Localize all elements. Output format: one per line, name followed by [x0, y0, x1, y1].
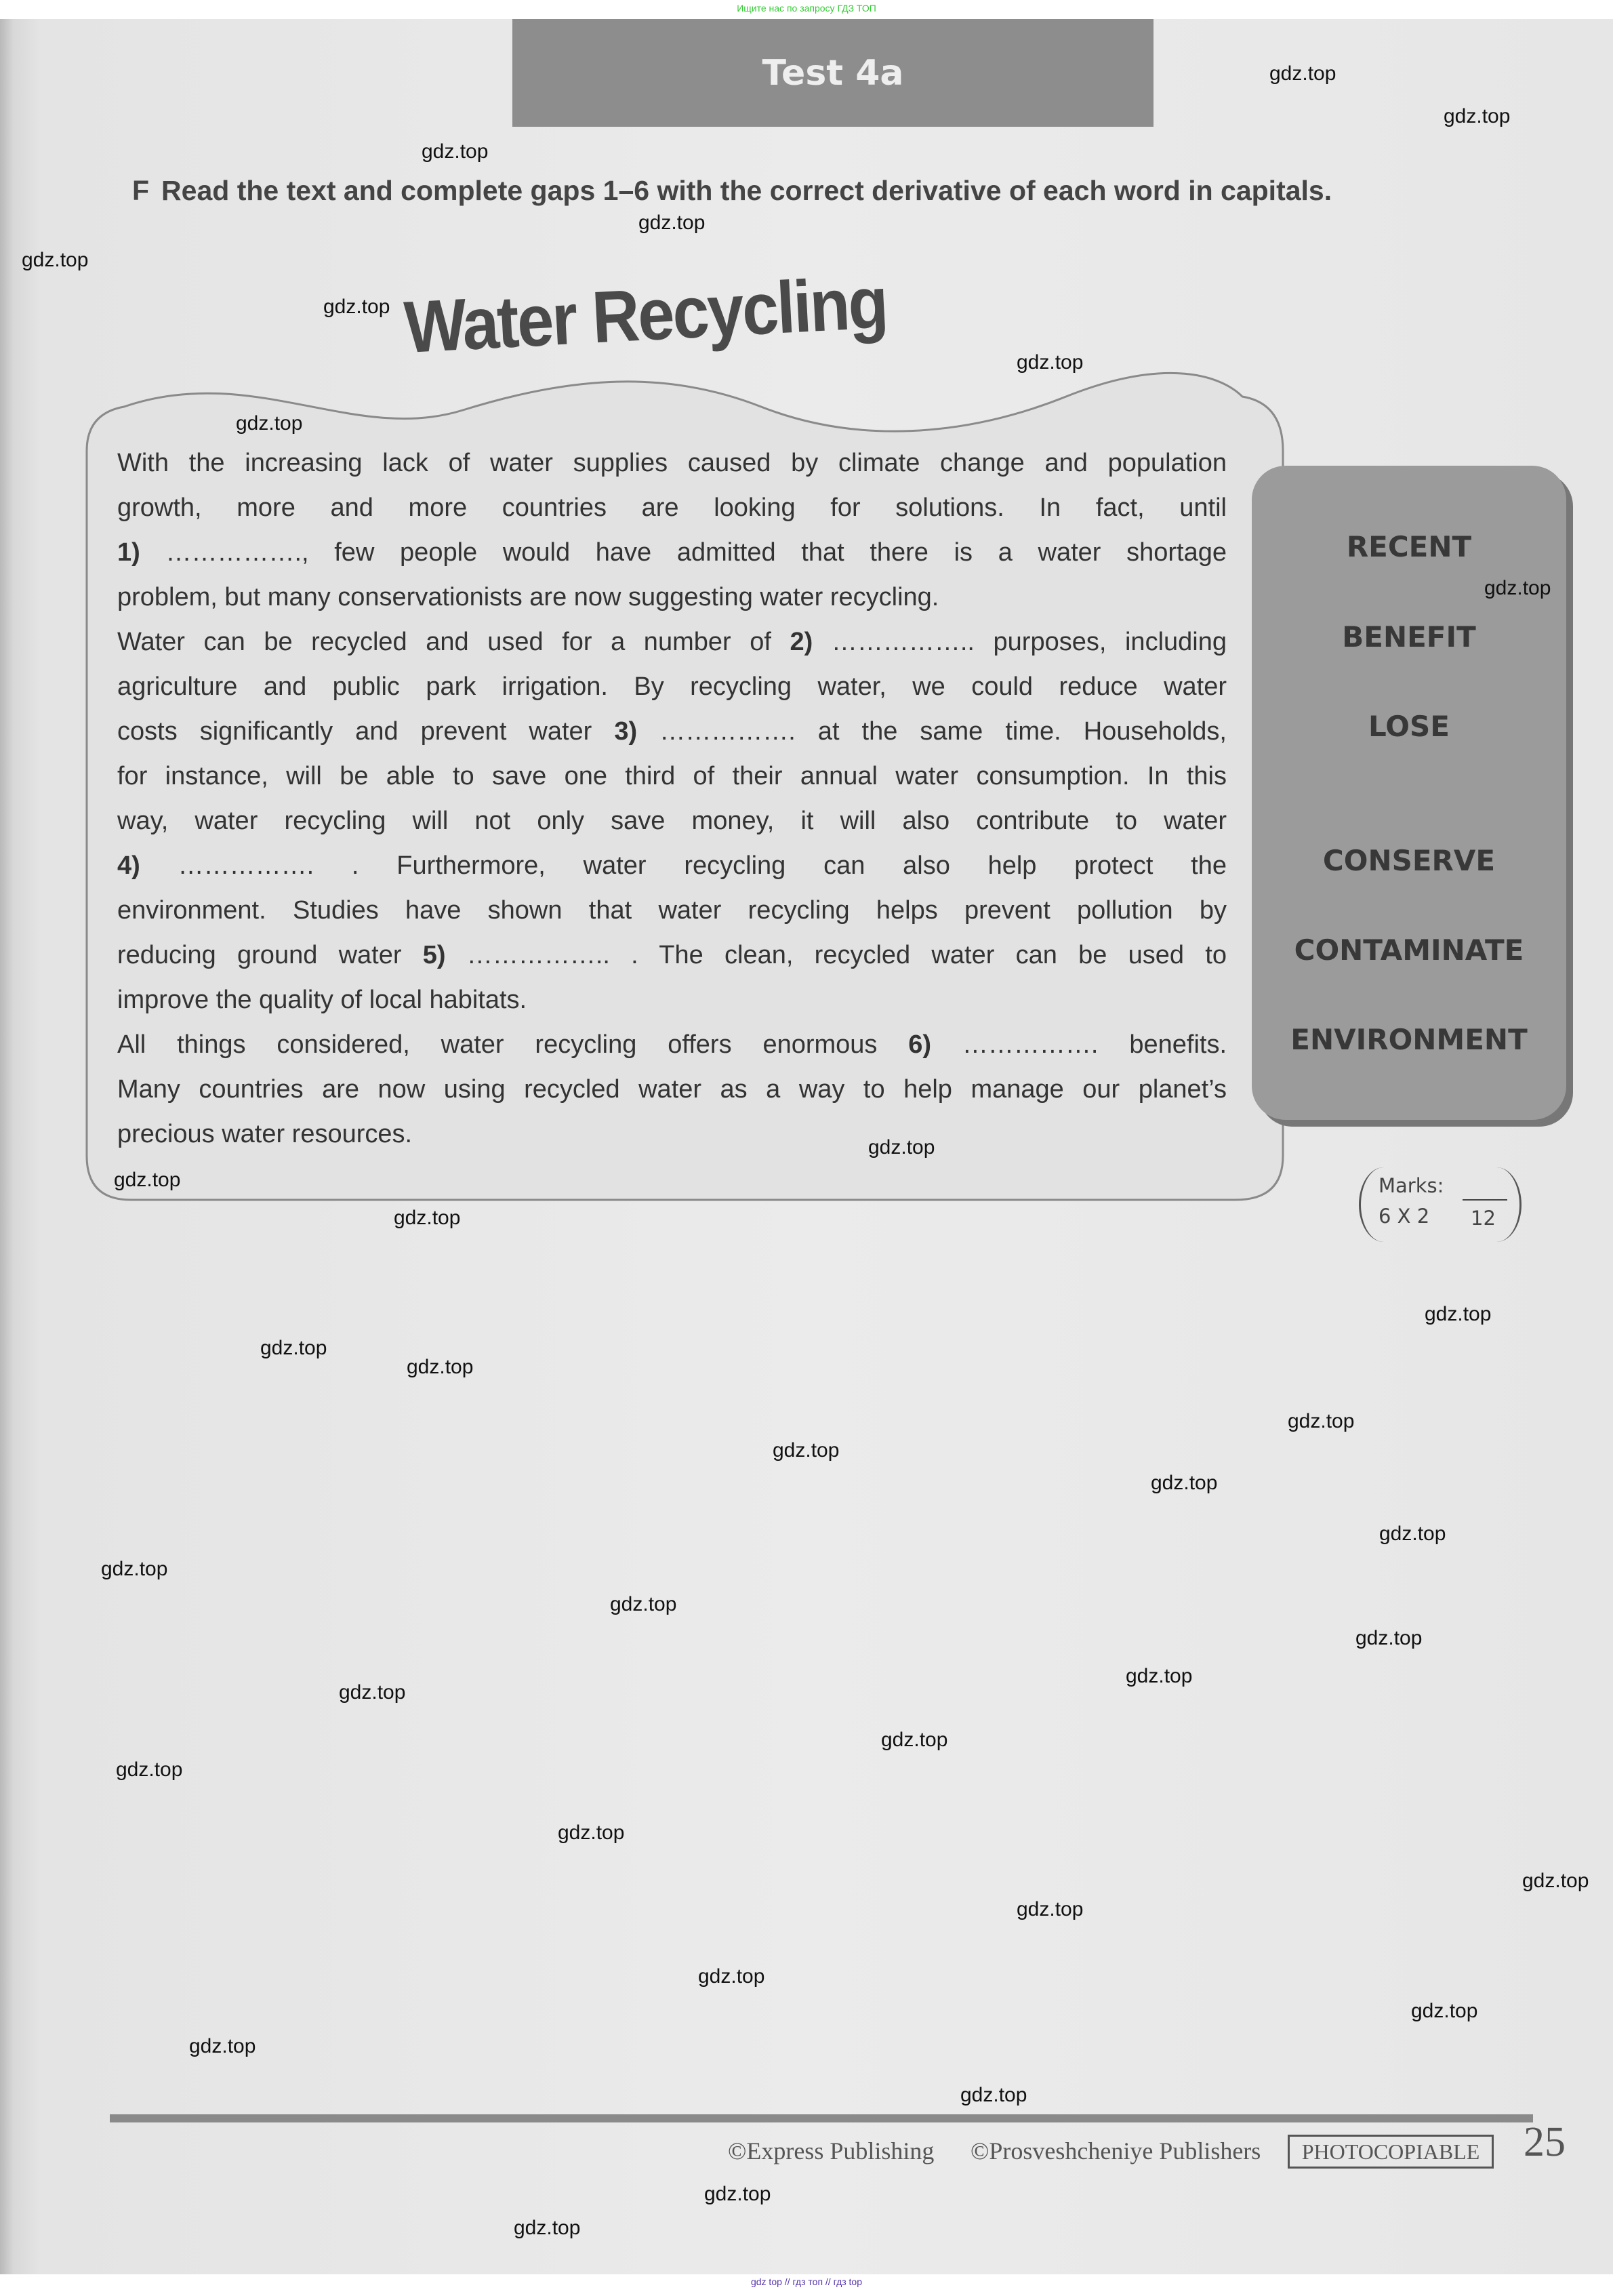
watermark: gdz.top [1151, 1472, 1218, 1494]
watermark: gdz.top [773, 1439, 840, 1462]
text-segment: costs significantly and prevent water [117, 717, 615, 746]
gap-number: 3) [614, 717, 638, 746]
gap-number: 4) [117, 851, 140, 880]
text-segment: ……………. at the same time. Households, [637, 717, 1227, 746]
text-segment: problem, but many conservationists are now suggesting water recycling. [117, 583, 939, 611]
marks-formula: 6 X 2 [1379, 1205, 1430, 1228]
marks-box [1359, 1167, 1522, 1242]
text-segment: ……………. . Furthermore, water recycling can also help protect the [140, 851, 1227, 880]
gap-number: 2) [790, 628, 813, 656]
footer-rule [110, 2114, 1533, 2122]
watermark: gdz.top [101, 1558, 168, 1580]
task-letter: F [132, 175, 150, 206]
watermark: gdz.top [704, 2183, 771, 2205]
test-header [512, 19, 1153, 127]
watermark: gdz.top [1425, 1303, 1492, 1325]
score-blank [1463, 1199, 1507, 1201]
photocopiable-badge: PHOTOCOPIABLE [1288, 2135, 1494, 2169]
text-line [117, 978, 1227, 1022]
watermark: gdz.top [1411, 2000, 1478, 2022]
watermark: gdz.top [114, 1169, 181, 1191]
text-line [117, 709, 1227, 754]
watermark: gdz.top [868, 1136, 935, 1159]
watermark: gdz.top [339, 1681, 406, 1704]
watermark: gdz.top [1484, 577, 1551, 599]
marks-total: 12 [1471, 1207, 1496, 1230]
watermark: gdz.top [116, 1758, 183, 1781]
text-segment: way, water recycling will not only save money, it will also contribute to water [117, 807, 1227, 835]
watermark: gdz.top [22, 249, 89, 271]
text-line [117, 843, 1227, 888]
publisher-1: ©Express Publishing [728, 2137, 935, 2164]
key-word: RECENT [1346, 530, 1472, 563]
text-segment: environment. Studies have shown that water recycling helps prevent pollution by [117, 896, 1227, 925]
watermark: gdz.top [558, 1821, 625, 1844]
text-line [117, 799, 1227, 843]
text-line [117, 1022, 1227, 1067]
page-number: 25 [1524, 2119, 1566, 2165]
text-segment: reducing ground water [117, 941, 423, 969]
watermark: gdz.top [1269, 62, 1336, 85]
text-segment: ……………. benefits. [931, 1030, 1227, 1059]
key-word: ENVIRONMENT [1290, 1023, 1528, 1056]
watermark: gdz.top [1288, 1410, 1355, 1432]
watermark: gdz.top [323, 296, 390, 318]
watermark: gdz.top [960, 2084, 1027, 2106]
watermark: gdz.top [1444, 105, 1511, 127]
text-segment: Water can be recycled and used for a number of [117, 628, 790, 656]
watermark: gdz.top [1522, 1870, 1589, 1892]
article-text [117, 441, 1227, 1156]
text-line [117, 620, 1227, 664]
text-line [117, 485, 1227, 530]
text-segment: …………….. purposes, including [813, 628, 1227, 656]
watermark: gdz.top [189, 2035, 256, 2057]
text-line [117, 933, 1227, 978]
top-banner-note: Ищите нас по запросу ГДЗ ТОП [737, 3, 876, 14]
watermark: gdz.top [514, 2217, 581, 2239]
key-word: BENEFIT [1342, 620, 1476, 653]
text-line [117, 575, 1227, 620]
watermark: gdz.top [881, 1729, 948, 1751]
text-line [117, 1112, 1227, 1156]
text-segment: agriculture and public park irrigation. By recycling water, we could reduce water [117, 672, 1227, 701]
watermark: gdz.top [1017, 1898, 1084, 1920]
gap-number: 1) [117, 538, 140, 567]
text-segment: precious water resources. [117, 1120, 413, 1148]
watermark: gdz.top [260, 1337, 327, 1359]
publisher-2: ©Prosveshcheniye Publishers [971, 2137, 1261, 2164]
text-segment: Many countries are now using recycled water as a way to help manage our planet’s [117, 1075, 1227, 1104]
text-segment: All things considered, water recycling offers enormous [117, 1030, 909, 1059]
key-words-panel [1252, 466, 1566, 1120]
marks-label: Marks: [1379, 1174, 1444, 1197]
watermark: gdz.top [1355, 1627, 1423, 1649]
key-word: LOSE [1368, 710, 1450, 743]
watermark: gdz.top [1126, 1665, 1193, 1687]
text-line [117, 441, 1227, 485]
watermark: gdz.top [638, 212, 706, 234]
text-line [117, 754, 1227, 799]
watermark: gdz.top [394, 1207, 461, 1229]
watermark: gdz.top [610, 1593, 677, 1615]
watermark: gdz.top [236, 412, 303, 435]
watermark: gdz.top [1379, 1523, 1446, 1545]
test-label: Test 4a [762, 52, 904, 94]
watermark: gdz.top [698, 1965, 765, 1988]
article-title: Water Recycling [402, 260, 889, 369]
text-segment: growth, more and more countries are looking for solutions. In fact, until [117, 494, 1227, 522]
text-segment: for instance, will be able to save one third of their annual water consumption. In this [117, 762, 1227, 790]
text-line [117, 888, 1227, 933]
gap-number: 5) [422, 941, 446, 969]
text-segment: With the increasing lack of water supplies caused by climate change and population [117, 449, 1227, 477]
text-line [117, 664, 1227, 709]
text-line [117, 1067, 1227, 1112]
watermark: gdz.top [1017, 351, 1084, 374]
watermark: gdz.top [422, 140, 489, 163]
task-instruction-text: Read the text and complete gaps 1–6 with the correct derivative of each word in capitals. [161, 175, 1332, 206]
text-line [117, 530, 1227, 575]
task-instruction [132, 175, 1332, 207]
text-segment: …………….. . The clean, recycled water can be used to [445, 941, 1227, 969]
key-word: CONSERVE [1322, 844, 1496, 877]
gap-number: 6) [908, 1030, 932, 1059]
key-word: CONTAMINATE [1294, 933, 1524, 967]
text-segment: ……………., few people would have admitted that there is a water shortage [140, 538, 1227, 567]
text-segment: improve the quality of local habitats. [117, 986, 527, 1014]
watermark: gdz.top [407, 1356, 474, 1378]
bottom-banner-note: gdz top // гдз топ // гдз top [750, 2276, 863, 2287]
